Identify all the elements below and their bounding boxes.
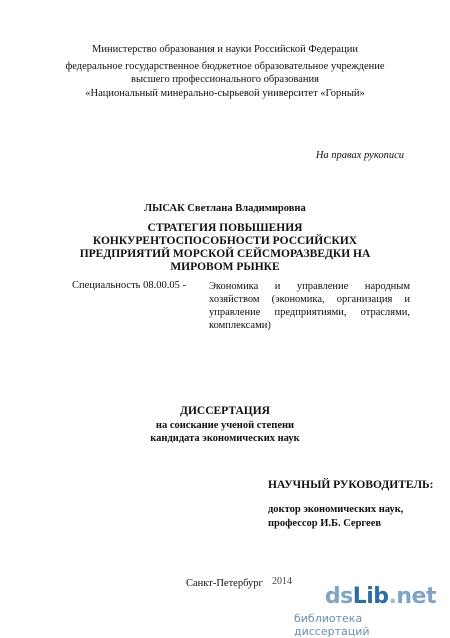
rights-note: На правах рукописи	[315, 150, 404, 161]
supervisor-name: профессор И.Б. Сергеев	[268, 518, 382, 529]
institution-line-3: «Национальный минерально-сырьевой университет «Горный»	[85, 88, 365, 99]
dissertation-degree-line-2: кандидата экономических наук	[150, 433, 300, 444]
dslib-subtitle: библиотека диссертаций	[294, 612, 370, 638]
dslib-logo: dsLib.net	[324, 584, 436, 609]
city: Санкт-Петербург	[186, 578, 263, 589]
institution-line-2: высшего профессионального образования	[131, 74, 319, 85]
dissertation-degree-line-1: на соискание ученой степени	[155, 420, 295, 431]
thesis-title: СТРАТЕГИЯ ПОВЫШЕНИЯ КОНКУРЕНТОСПОСОБНОСТИ РОССИЙСКИХ ПРЕДПРИЯТИЙ МОРСКОЙ СЕЙСМОРАЗВЕДКИ НА МИРОВОМ РЫНКЕ	[79, 222, 371, 273]
year: 2014	[272, 576, 292, 587]
ministry-line: Министерство образования и науки Российской Федерации	[92, 44, 358, 55]
dslib-watermark[interactable]	[294, 584, 444, 638]
specialty-code: Специальность 08.00.05 -	[72, 280, 186, 291]
supervisor-heading: НАУЧНЫЙ РУКОВОДИТЕЛЬ:	[268, 479, 434, 491]
supervisor-degree: доктор экономических наук,	[268, 504, 404, 515]
institution-line-1: федеральное государственное бюджетное образовательное учреждение	[65, 61, 385, 72]
author-name: ЛЫСАК Светлана Владимировна	[144, 203, 306, 214]
dissertation-heading: ДИССЕРТАЦИЯ	[180, 405, 270, 417]
specialty-name: Экономика и управление народным хозяйством (экономика, организация и управление предприятиями, отраслями, комплексами)	[209, 281, 410, 331]
